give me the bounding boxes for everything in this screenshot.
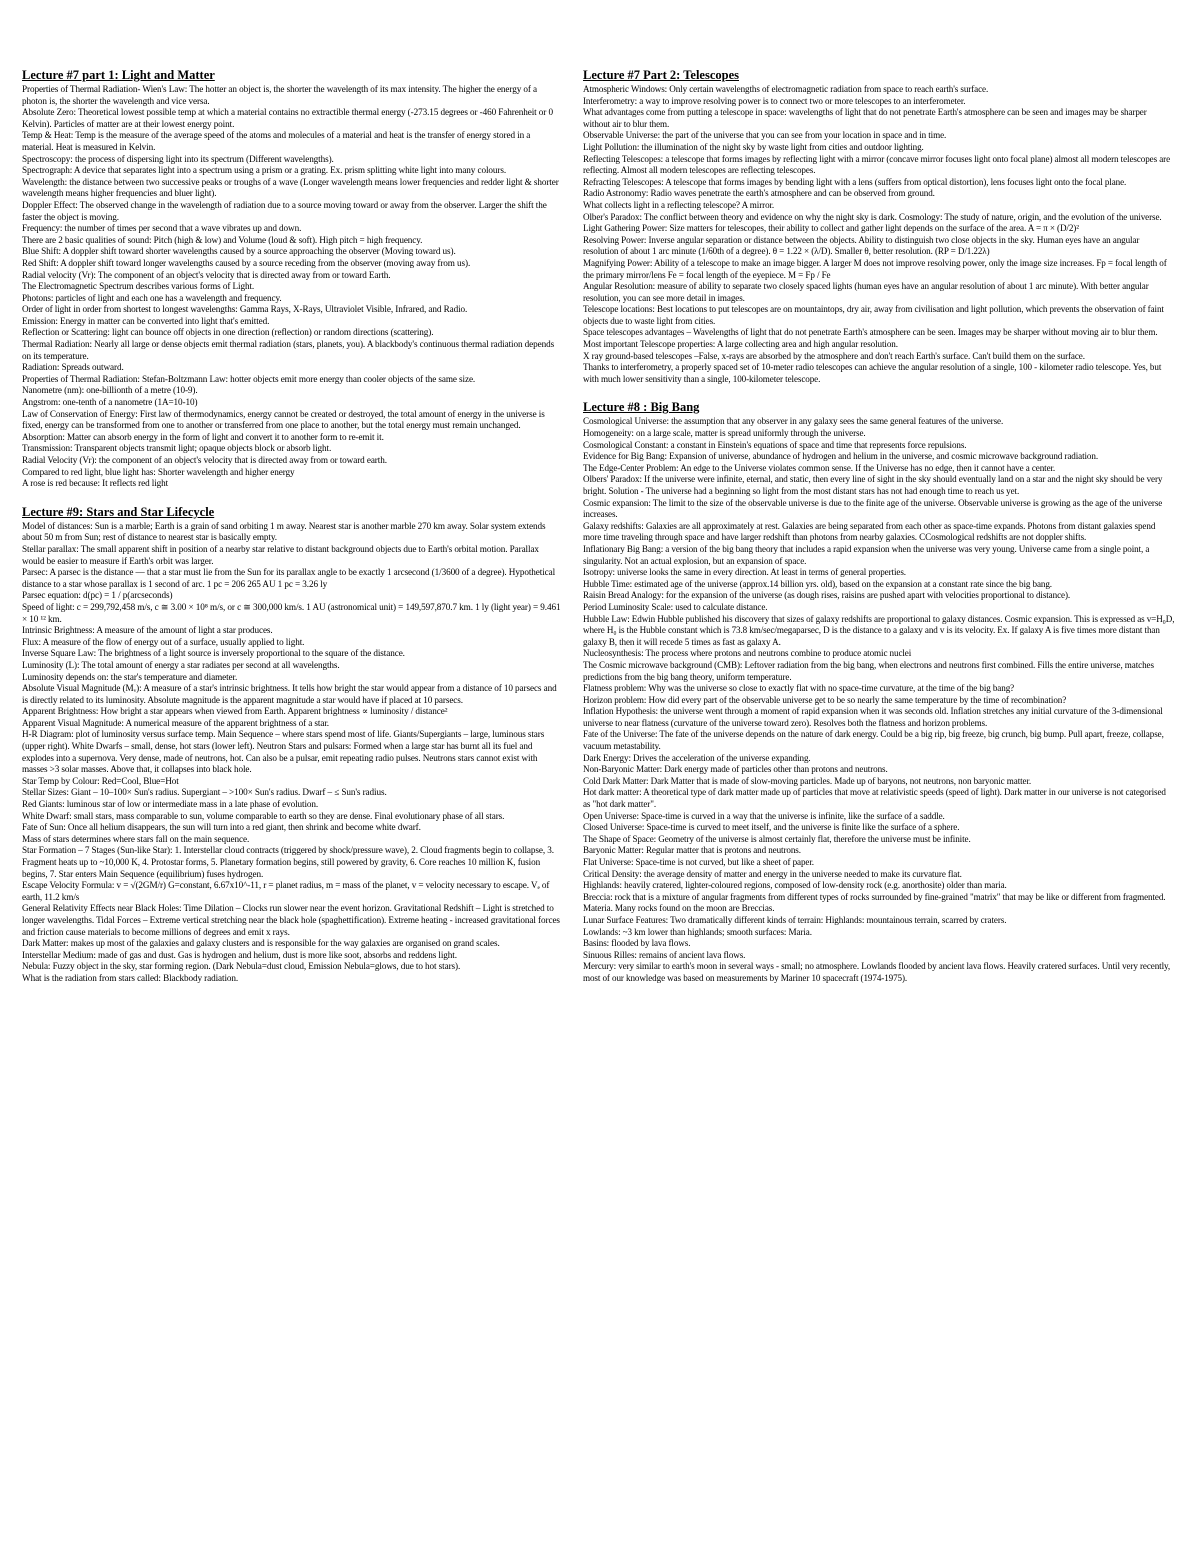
- note-entry: There are 2 basic qualities of sound: Pitch (high & low) and Volume (loud & soft). High pitch = high frequency.: [22, 234, 423, 245]
- note-entry: Law of Conservation of Energy: First law of thermodynamics, energy cannot be created or destroyed, the total amount of energy in the universe is fixed, energy can be transformed from one to another or transferred from one place to another, but the total energy must remain unchanged.: [22, 408, 545, 431]
- note-entry: Properties of Thermal Radiation: Stefan-Boltzmann Law: hotter objects emit more energy than cooler objects of the same size.: [22, 373, 476, 384]
- lecture-section: [583, 400, 1175, 984]
- section-heading: Lecture #7 part 1: Light and Matter: [22, 68, 215, 82]
- note-entry: Critical Density: the average density of matter and energy in the universe needed to make its curvature flat.: [583, 868, 962, 879]
- note-entry: Period Luminosity Scale: used to calculate distance.: [583, 601, 768, 612]
- note-entry: Open Universe: Space-time is curved in a way that the universe is infinite, like the surface of a saddle.: [583, 810, 945, 821]
- note-entry: Refracting Telescopes: A telescope that forms images by bending light with a lens (suffers from optical distortion), lens focuses light onto the focal plane.: [583, 176, 1127, 187]
- note-entry: White Dwarf: small stars, mass comparable to sun, volume comparable to earth so they are dense. Final evolutionary phase of all stars.: [22, 810, 505, 821]
- note-entry: Absolute Zero: Theoretical lowest possible temp at which a material contains no extractible thermal energy (-273.15 degrees or -460 Fahrenheit or 0 Kelvin). Particles of matter are at their lowest energy point.: [22, 107, 553, 129]
- note-entry: Resolving Power: Inverse angular separation or distance between the objects. Ability to distinguish two close objects in the sky. Human eyes have an angular resolution of about 1 arc minute (1/60th of a degree). θ = 1.22 × (λ/D). Smaller θ, better resolution. (RP = D/1.22λ): [583, 234, 1140, 257]
- note-entry: Inflationary Big Bang: a version of the big bang theory that includes a rapid expansion when the universe was very young. Universe came from a single point, a singularity. Not an actual explosion, but an expansion of space.: [583, 543, 1150, 566]
- note-entry: Transmission: Transparent objects transmit light; opaque objects block or absorb light.: [22, 443, 332, 454]
- note-entry: Homogeneity: on a large scale, matter is spread uniformly through the universe.: [583, 428, 866, 439]
- note-entry: Photons: particles of light and each one has a wavelength and frequency.: [22, 292, 282, 303]
- note-entry: Radial Velocity (Vr): the component of an object's velocity that is directed away from or toward earth.: [22, 455, 387, 465]
- note-entry: Frequency: the number of times per second that a wave vibrates up and down.: [22, 223, 302, 234]
- note-entry: Intrinsic Brightness: A measure of the amount of light a star produces.: [22, 625, 273, 636]
- note-entry: Space telescopes advantages – Wavelengths of light that do not penetrate Earth's atmosphere can be seen. Images may be sharper without moving air to blur them.: [583, 327, 1158, 338]
- note-entry: Cosmological Constant: a constant in Einstein's equations of space and time that represents force repulsions.: [583, 439, 967, 450]
- note-entry: Horizon problem: How did every part of the observable universe get to be so nearly the same temperature by the time of recombination?: [583, 694, 1067, 705]
- note-entry: Dark Energy: Drives the acceleration of the universe expanding.: [583, 752, 811, 763]
- note-entry: Cosmic expansion: The limit to the size of the observable universe is due to the finite age of the universe. Observable universe is growing as the age of the universe increases.: [583, 497, 1163, 520]
- note-entry: Cosmological Universe: the assumption that any observer in any galaxy sees the same general features of the universe.: [583, 416, 1004, 427]
- note-entry: Inverse Square Law: The brightness of a light source is inversely proportional to the square of the distance.: [22, 648, 405, 659]
- note-entry: The Shape of Space: Geometry of the universe is almost certainly flat, therefore the universe must be infinite.: [583, 833, 971, 844]
- note-entry: What advantages come from putting a telescope in space: wavelengths of light that do not penetrate Earth's atmosphere can be seen and images may be sharper without air to blur them.: [583, 107, 1147, 129]
- note-entry: Blue Shift: A doppler shift toward shorter wavelengths caused by a source approaching the observer (Moving toward us).: [22, 246, 456, 257]
- note-entry: Flatness problem: Why was the universe so close to exactly flat with no space-time curvature, at the time of the big bang?: [583, 683, 1015, 694]
- note-entry: Galaxy redshifts: Galaxies are all approximately at rest. Galaxies are being separated from each other as space-time expands. Photons from distant galaxies spend more time traveling through space and have larger redshift than photons from nearby galaxies. CCosmological redshifts are not doppler shifts.: [583, 520, 1156, 543]
- note-entry: Angstrom: one-tenth of a nanometre (1A=10-10): [22, 397, 198, 408]
- note-entry: Light Gathering Power: Size matters for telescopes, their ability to collect and gather light depends on the surface of the area. A = π × (D/2)²: [583, 223, 1079, 234]
- note-entry: Non-Baryonic Matter: Dark energy made of particles other than protons and neutrons.: [583, 764, 888, 775]
- note-entry: Apparent Visual Magnitude: A numerical measure of the apparent brightness of a star.: [22, 717, 329, 728]
- note-entry: The Cosmic microwave background (CMB): Leftover radiation from the big bang, when electrons and neutrons first combined. Fills the entire universe, matches predictions from the big bang theory, uniform temperature.: [583, 659, 1154, 682]
- note-entry: Escape Velocity Formula: v = √(2GM/r) G=constant, 6.67x10^-11, r = planet radius, m = mass of the planet, v = velocity necessary to escape. Vₑ of earth, 11.2 km/s: [22, 880, 550, 902]
- note-entry: Most important Telescope properties: A large collecting area and high angular resolution.: [583, 339, 898, 350]
- note-entry: Nucleosynthesis: The process where protons and neutrons combine to produce atomic nuclei: [583, 648, 912, 659]
- note-entry: Light Pollution: the illumination of the night sky by waste light from cities and outdoor lighting.: [583, 141, 924, 152]
- note-entry: Order of light in order from shortest to longest wavelengths: Gamma Rays, X-Rays, Ultraviolet Visible, Infrared, and Radio.: [22, 304, 468, 315]
- note-entry: X ray ground-based telescopes –False, x-rays are absorbed by the atmosphere and don't reach Earth's surface. Can't build them on the surface.: [583, 350, 1085, 361]
- note-entry: Emission: Energy in matter can be converted into light that's emitted.: [22, 315, 270, 326]
- note-entry: Absorption: Matter can absorb energy in the form of light and convert it to another form to re-emit it.: [22, 431, 384, 442]
- note-entry: Hot dark matter: A theoretical type of dark matter made up of particles that move at relativistic speeds (speed of light). Dark matter in our universe is not categorised as "hot dark matter".: [583, 787, 1166, 810]
- note-entry: Olber's Paradox: The conflict between theory and evidence on why the night sky is dark. Cosmology: The study of nature, origin, and the evolution of the universe.: [583, 211, 1162, 222]
- note-entry: Evidence for Big Bang: Expansion of universe, abundance of hydrogen and helium in the universe, and cosmic microwave background radiation.: [583, 451, 1098, 462]
- note-entry: Mass of stars determines where stars fall on the main sequence.: [22, 833, 250, 844]
- note-entry: Stellar parallax: The small apparent shift in position of a nearby star relative to distant background objects due to Earth's orbital motion. Parallax would be easier to measure if Earth's orbit was larger.: [22, 543, 539, 566]
- note-entry: Spectrograph: A device that separates light into a spectrum using a prism or a grating. Ex. prism splitting white light into many colours.: [22, 165, 507, 176]
- note-entry: Hubble Law: Edwin Hubble published his discovery that sizes of galaxy redshifts are proportional to galaxy distances. Cosmic expansion. This is expressed as v=H₀D, where H₀ is the Hubble constant which is 73.8 km/sec/megaparsec, D is the distance to a galaxy and v is its velocity. Ex. If galaxy A is five times more distant than galaxy B, then it will recede 5 times as fast as galaxy A.: [583, 613, 1175, 647]
- note-entry: Olbers' Paradox: If the universe were infinite, eternal, and static, then every line of sight in the sky should eventually land on a star and the night sky should be very bright. Solution - The universe had a beginning so light from the most distant stars has not had enough time to reach us yet.: [583, 474, 1163, 496]
- note-entry: Thermal Radiation: Nearly all large or dense objects emit thermal radiation (stars, planets, you). A blackbody's continuous thermal radiation depends on its temperature.: [22, 339, 555, 361]
- note-entry: Atmospheric Windows: Only certain wavelengths of electromagnetic radiation from space to reach earth's surface.: [583, 84, 989, 94]
- right-column: [583, 68, 1175, 985]
- note-entry: Nebula: Fuzzy object in the sky, star forming region. (Dark Nebula=dust cloud, Emission Nebula=glows, due to hot stars).: [22, 961, 461, 972]
- note-entry: Closed Universe: Space-time is curved to meet itself, and the universe is finite like the surface of a sphere.: [583, 822, 960, 833]
- note-entry: Reflection or Scattering: light can bounce off objects in one direction (reflection) or random directions (scattering).: [22, 327, 434, 338]
- note-entry: Red Shift: A doppler shift toward longer wavelengths caused by a source receding from the observer (moving away from us).: [22, 257, 471, 268]
- note-entry: Sinuous Rilles: remains of ancient lava flows.: [583, 949, 746, 960]
- note-entry: Doppler Effect: The observed change in the wavelength of radiation due to a source moving toward or away from the observer. Larger the shift the faster the object is moving.: [22, 199, 547, 222]
- note-entry: Telescope locations: Best locations to put telescopes are on mountaintops, dry air, away from civilisation and light pollution, which prevents the observation of faint objects due to waste light from cities.: [583, 304, 1164, 326]
- note-entry: Hubble Time: estimated age of the universe (approx.14 billion yrs. old), based on the expansion at a constant rate since the big bang.: [583, 578, 1052, 589]
- entry-list: [22, 521, 562, 985]
- note-entry: Parsec: A parsec is the distance — that a star must lie from the Sun for its parallax angle to be exactly 1 arcsecond (1/3600 of a degree). Hypothetical distance to a star whose parallax is 1 second of arc. 1 pc = 206 265 AU 1 pc = 3.26 ly: [22, 567, 556, 589]
- note-entry: H-R Diagram: plot of luminosity versus surface temp. Main Sequence – where stars spend most of life. Giants/Supergiants – large, luminous stars (upper right). White Dwarfs – small, dense, hot stars (lower left). Neutron Stars and pulsars: Formed when a large star has burnt all its fuel and explodes into a supernova. Very dense, made of neutrons, hot. Can also be a pulsar, emit repeating radio pulses. Neutrons stars cannot exist with masses >3 solar masses. Above that, it collapses into black hole.: [22, 729, 545, 775]
- note-entry: Basins: flooded by lava flows.: [583, 938, 691, 949]
- note-entry: Highlands: heavily cratered, lighter-coloured regions, composed of low-density rock (e.g. anorthosite) older than maria.: [583, 880, 1007, 891]
- note-entry: The Edge-Center Problem: An edge to the Universe violates common sense. If the Universe has no edge, then it cannot have a center.: [583, 462, 1056, 473]
- note-entry: Properties of Thermal Radiation- Wien's Law: The hotter an object is, the shorter the wavelength of its max intensity. The higher the energy of a photon is, the shorter the wavelength and vice versa.: [22, 84, 538, 106]
- note-entry: Raisin Bread Analogy: for the expansion of the universe (as dough rises, raisins are pushed apart with velocities proportional to distance).: [583, 590, 1071, 601]
- note-entry: Star Formation – 7 Stages (Sun-like Star): 1. Interstellar cloud contracts (triggered by shock/pressure wave), 2. Cloud fragments begin to collapse, 3. Fragment heats up to ~10,000 K, 4. Protostar forms, 5. Planetary formation begins, still powered by gravity, 6. Core reaches 10 million K, fusion begins, 7. Star enters Main Sequence (equilibrium) fuses hydrogen.: [22, 845, 554, 879]
- note-entry: Luminosity depends on: the star's temperature and diameter.: [22, 671, 238, 682]
- note-entry: Star Temp by Colour: Red=Cool, Blue=Hot: [22, 775, 179, 786]
- note-entry: Absolute Visual Magnitude (Mᵥ): A measure of a star's intrinsic brightness. It tells how bright the star would appear from a distance of 10 parsecs and is directly related to its luminosity. Absolute magnitude is the apparent magnitude a star would have if placed at 10 parsecs.: [22, 683, 557, 705]
- entry-list: [22, 84, 562, 490]
- note-entry: General Relativity Effects near Black Holes: Time Dilation – Clocks run slower near the event horizon. Gravitational Redshift – Light is stretched to longer wavelengths. Tidal Forces – Extreme vertical stretching near the black hole (spaghettification). Extreme heating - increased gravitational forces and friction cause materials to become millions of degrees and emit x rays.: [22, 903, 560, 937]
- note-entry: Mercury: very similar to earth's moon in several ways - small; no atmosphere. Lowlands flooded by ancient lava flows. Heavily cratered surfaces. Until very recently, most of our knowledge was based on measurements by Mariner 10 spacecraft (1974-1975).: [583, 961, 1171, 983]
- note-entry: Apparent Brightness: How bright a star appears when viewed from Earth. Apparent brightness ∝ luminosity / distance²: [22, 706, 448, 717]
- note-entry: Observable Universe: the part of the universe that you can see from your location in space and in time.: [583, 130, 947, 141]
- left-column: [22, 68, 562, 985]
- note-entry: Magnifying Power: Ability of a telescope to make an image bigger. A larger M does not improve resolving power, only the image size increases. Fp = focal length of the primary mirror/lens Fe = focal length of the eyepiece. M = Fp / Fe: [583, 257, 1167, 280]
- note-entry: Radio Astronomy: Radio waves penetrate the earth's atmosphere and can be observed from ground.: [583, 188, 935, 199]
- note-entry: Nanometre (nm): one-billionth of a metre (10-9).: [22, 385, 198, 396]
- note-entry: Baryonic Matter: Regular matter that is protons and neutrons.: [583, 845, 801, 856]
- note-entry: Radial velocity (Vr): The component of an object's velocity that is directed away from or toward Earth.: [22, 269, 391, 280]
- note-entry: Lunar Surface Features: Two dramatically different kinds of terrain: Highlands: mountainous terrain, scarred by craters.: [583, 914, 1007, 925]
- note-entry: Spectroscopy: the process of dispersing light into its spectrum (Different wavelengths).: [22, 153, 334, 164]
- note-entry: Parsec equation: d(pc) = 1 / p(arcseconds): [22, 590, 173, 601]
- note-entry: Interferometry: a way to improve resolving power is to connect two or more telescopes to an interferometer.: [583, 95, 966, 106]
- note-entry: Model of distances: Sun is a marble; Earth is a grain of sand orbiting 1 m away. Nearest star is another marble 270 km away. Solar system extends about 50 m from Sun; rest of distance to nearest star is basically empty.: [22, 520, 546, 543]
- note-entry: Compared to red light, blue light has: Shorter wavelength and higher energy: [22, 466, 295, 477]
- note-entry: Speed of light: c = 299,792,458 m/s, c ≅ 3.00 × 10⁸ m/s, or c ≅ 300,000 km/s. 1 AU (astronomical unit) = 149,597,870.7 km. 1 ly (light year) = 9.461 × 10 ¹² km.: [22, 601, 561, 624]
- note-entry: Stellar Sizes: Giant – 10–100× Sun's radius. Supergiant – >100× Sun's radius. Dwarf – ≤ Sun's radius.: [22, 787, 387, 798]
- note-entry: Angular Resolution: measure of ability to separate two closely spaced lights (human eyes have an angular resolution of about 1 arc minute). With better angular resolution, you can see more detail in images.: [583, 281, 1149, 303]
- note-entry: Cold Dark Matter: Dark Matter that is made of slow-moving particles. Made up of baryons, not neutrons, non baryonic matter.: [583, 775, 1032, 786]
- note-entry: Temp & Heat: Temp is the measure of the average speed of the atoms and molecules of a material and heat is the transfer of energy stored in a material. Heat is measured in Kelvin.: [22, 130, 531, 152]
- note-entry: Radiation: Spreads outward.: [22, 362, 124, 373]
- entry-list: [583, 84, 1175, 385]
- note-entry: Luminosity (L): The total amount of energy a star radiates per second at all wavelengths.: [22, 659, 340, 670]
- lecture-section: [22, 505, 562, 985]
- note-entry: Wavelength: the distance between two successive peaks or troughs of a wave (Longer wavelength means lower frequencies and redder light & shorter wavelength means higher frequencies and bluer light).: [22, 176, 559, 199]
- note-entry: What collects light in a reflecting telescope? A mirror.: [583, 199, 775, 210]
- note-entry: Interstellar Medium: made of gas and dust. Gas is hydrogen and helium, dust is more like soot, absorbs and reddens light.: [22, 949, 457, 960]
- note-entry: Lowlands: ~3 km lower than highlands; smooth surfaces: Maria.: [583, 926, 812, 937]
- section-heading: Lecture #7 Part 2: Telescopes: [583, 68, 739, 82]
- lecture-section: [583, 68, 1175, 385]
- note-entry: Flat Universe: Space-time is not curved, but like a sheet of paper.: [583, 857, 814, 867]
- note-entry: Fate of Sun: Once all helium disappears, the sun will turn into a red giant, then shrink and become white dwarf.: [22, 822, 421, 833]
- note-entry: Red Giants: luminous star of low or intermediate mass in a late phase of evolution.: [22, 799, 319, 810]
- note-entry: Breccia: rock that is a mixture of angular fragments from different types of rocks surrounded by fine-grained "matrix" that may be like or different from fragmented. Materia. Many rocks found on the moon are Breccias.: [583, 891, 1166, 914]
- lecture-section: [22, 68, 562, 490]
- note-entry: Inflation Hypothesis: the universe went through a moment of rapid expansion when it was seconds old. Inflation stretches any initial curvature of the 3-dimensional universe to near flatness (curvature of the universe toward zero). Resolves both the flatness and horizon problems.: [583, 706, 1163, 728]
- note-entry: What is the radiation from stars called: Blackbody radiation.: [22, 972, 239, 983]
- note-entry: Thanks to interferometry, a properly spaced set of 10-meter radio telescopes can achieve the angular resolution of a single, 100 - kilometer radio telescope. Yes, but with much lower sensitivity than a single, 100-kilometer telescope.: [583, 362, 1162, 384]
- note-entry: Flux: A measure of the flow of energy out of a surface, usually applied to light.: [22, 636, 305, 647]
- note-entry: The Electromagnetic Spectrum describes various forms of Light.: [22, 281, 255, 292]
- section-heading: Lecture #9: Stars and Star Lifecycle: [22, 504, 215, 519]
- section-heading: Lecture #8 : Big Bang: [583, 400, 700, 415]
- entry-list: [583, 416, 1175, 984]
- note-entry: A rose is red because: It reflects red light: [22, 478, 169, 489]
- note-entry: Fate of the Universe: The fate of the universe depends on the nature of dark energy. Could be a big rip, big freeze, big crunch, big bump. Pull apart, freeze, collapse, vacuum metastability.: [583, 729, 1164, 752]
- note-entry: Reflecting Telescopes: a telescope that forms images by reflecting light with a mirror (concave mirror focuses light onto focal plane) almost all modern telescopes are reflecting. Almost all modern telescopes are reflecting telescopes.: [583, 153, 1171, 176]
- note-entry: Isotropy: universe looks the same in every direction. At least in terms of general properties.: [583, 567, 906, 578]
- note-entry: Dark Matter: makes up most of the galaxies and galaxy clusters and is responsible for the way galaxies are organised on grand scales.: [22, 938, 500, 949]
